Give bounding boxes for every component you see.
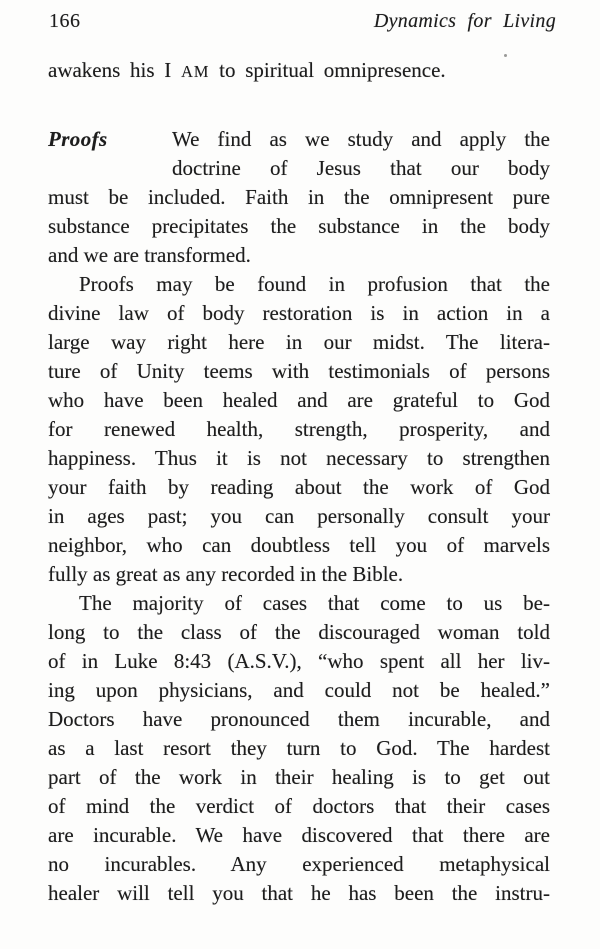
text-line: who have been healed and are grateful to God (48, 388, 550, 412)
text-line: of mind the verdict of doctors that their cases (48, 794, 550, 818)
text-line: long to the class of the discouraged woman told (48, 620, 550, 644)
paragraph-2 (48, 270, 550, 589)
text-line: ing upon physicians, and could not be healed.” (48, 678, 550, 702)
text-line: doctrine of Jesus that our body (172, 156, 550, 180)
text-line: The majority of cases that come to us be- (79, 591, 550, 615)
paragraph-proofs (48, 125, 550, 270)
text-line: must be included. Faith in the omnipresent pure (48, 185, 550, 209)
text-line: ture of Unity teems with testimonials of persons (48, 359, 550, 383)
text-line: part of the work in their healing is to get out (48, 765, 550, 789)
scan-speck (504, 54, 507, 57)
text-line: are incurable. We have discovered that there are (48, 823, 550, 847)
paragraph-3 (48, 589, 550, 908)
text-line: large way right here in our midst. The litera- (48, 330, 550, 354)
body-text (0, 56, 600, 908)
text-line: in ages past; you can personally consult your (48, 504, 550, 528)
text-line: We find as we study and apply the (172, 127, 550, 151)
text-line: as a last resort they turn to God. The hardest (48, 736, 550, 760)
text-line: neighbor, who can doubtless tell you of marvels (48, 533, 550, 557)
text-line: divine law of body restoration is in action in a (48, 301, 550, 325)
text-line: no incurables. Any experienced metaphysical (48, 852, 550, 876)
continuation-line (48, 56, 550, 86)
page-number: 166 (49, 10, 81, 32)
text-line: of in Luke 8:43 (A.S.V.), “who spent all her liv- (48, 649, 550, 673)
small-caps-am: AM (181, 62, 210, 81)
running-title: Dynamics for Living (373, 10, 556, 32)
text-line: Doctors have pronounced them incurable, and (48, 707, 550, 731)
text-line: substance precipitates the substance in the body (48, 214, 550, 238)
continuation-post: to spiritual omnipresence. (209, 58, 446, 82)
text-line: Proofs may be found in profusion that the (79, 272, 550, 296)
text-line: healer will tell you that he has been the instru- (48, 881, 550, 905)
continuation-pre: awakens his I (48, 58, 182, 82)
text-line: your faith by reading about the work of God (48, 475, 550, 499)
running-head (0, 0, 600, 33)
text-line: fully as great as any recorded in the Bible. (48, 562, 404, 586)
text-line: and we are transformed. (48, 243, 251, 267)
sidehead-proofs: Proofs (48, 127, 108, 151)
text-line: for renewed health, strength, prosperity, and (48, 417, 550, 441)
text-line: happiness. Thus it is not necessary to strengthen (48, 446, 550, 470)
